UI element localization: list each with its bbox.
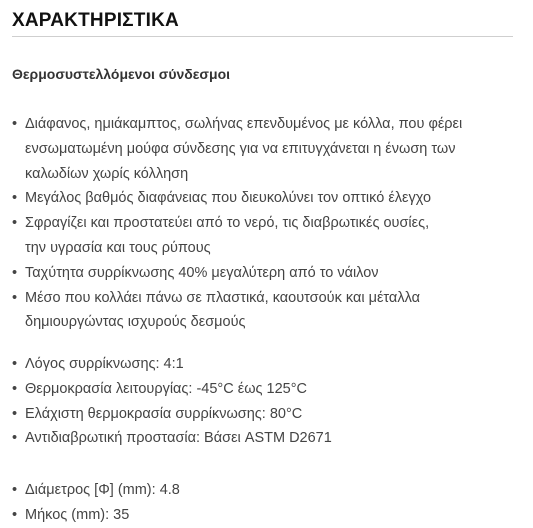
list-item-text: δημιουργώντας ισχυρούς δεσμούς	[25, 314, 246, 331]
list-item	[12, 211, 522, 261]
bullet-icon: •	[12, 506, 18, 523]
bullet-icon: •	[12, 116, 18, 132]
dimension-text: Διάμετρος [Φ] (mm): 4.8	[25, 482, 180, 498]
list-item-text: καλωδίων χωρίς κόλληση	[25, 165, 189, 182]
bullet-icon: •	[12, 190, 18, 207]
list-item-text: Ταχύτητα συρρίκνωσης 40% μεγαλύτερη από το νάιλον	[25, 264, 379, 281]
list-item	[12, 261, 522, 286]
bullet-icon: •	[12, 405, 18, 422]
features-list	[12, 112, 522, 335]
bullet-icon: •	[12, 430, 18, 447]
bullet-icon: •	[12, 356, 18, 372]
list-item	[12, 402, 522, 427]
bullet-icon: •	[12, 289, 18, 306]
specs-list	[12, 352, 522, 451]
list-item	[12, 478, 522, 503]
list-item-text: ενσωματωμένη μούφα σύνδεσης για να επιτυγχάνεται η ένωση των	[25, 140, 456, 157]
bullet-icon: •	[12, 482, 18, 498]
spec-text: Θερμοκρασία λειτουργίας: -45°C έως 125°C	[25, 380, 307, 397]
list-item	[12, 352, 522, 377]
product-subheading: Θερμοσυστελλόμενοι σύνδεσμοι	[12, 66, 231, 82]
spec-text: Ελάχιστη θερμοκρασία συρρίκνωσης: 80°C	[25, 405, 303, 422]
list-item-text: την υγρασία και τους ρύπους	[25, 239, 211, 256]
list-item-text: Μέσο που κολλάει πάνω σε πλαστικά, καουτσούκ και μέταλλα	[25, 289, 420, 306]
list-item	[12, 286, 522, 336]
dimensions-list	[12, 478, 522, 528]
bullet-icon: •	[12, 380, 18, 397]
list-item	[12, 377, 522, 402]
list-item	[12, 112, 522, 186]
dimension-text: Μήκος (mm): 35	[25, 506, 130, 523]
list-item	[12, 186, 522, 211]
list-item-text: Διάφανος, ημιάκαμπτος, σωλήνας επενδυμένος με κόλλα, που φέρει	[25, 116, 463, 132]
bullet-icon: •	[12, 264, 18, 281]
section-heading: ΧΑΡΑΚΤΗΡΙΣΤΙΚΑ	[12, 10, 179, 31]
list-item	[12, 426, 522, 451]
list-item-text: Σφραγίζει και προστατεύει από το νερό, τις διαβρωτικές ουσίες,	[25, 215, 430, 232]
spec-text: Αντιδιαβρωτική προστασία: Βάσει ASTM D2671	[25, 430, 332, 447]
list-item	[12, 503, 522, 528]
heading-divider	[12, 36, 513, 37]
bullet-icon: •	[12, 215, 18, 232]
list-item-text: Μεγάλος βαθμός διαφάνειας που διευκολύνει τον οπτικό έλεγχο	[25, 190, 432, 207]
spec-text: Λόγος συρρίκνωσης: 4:1	[25, 356, 184, 372]
